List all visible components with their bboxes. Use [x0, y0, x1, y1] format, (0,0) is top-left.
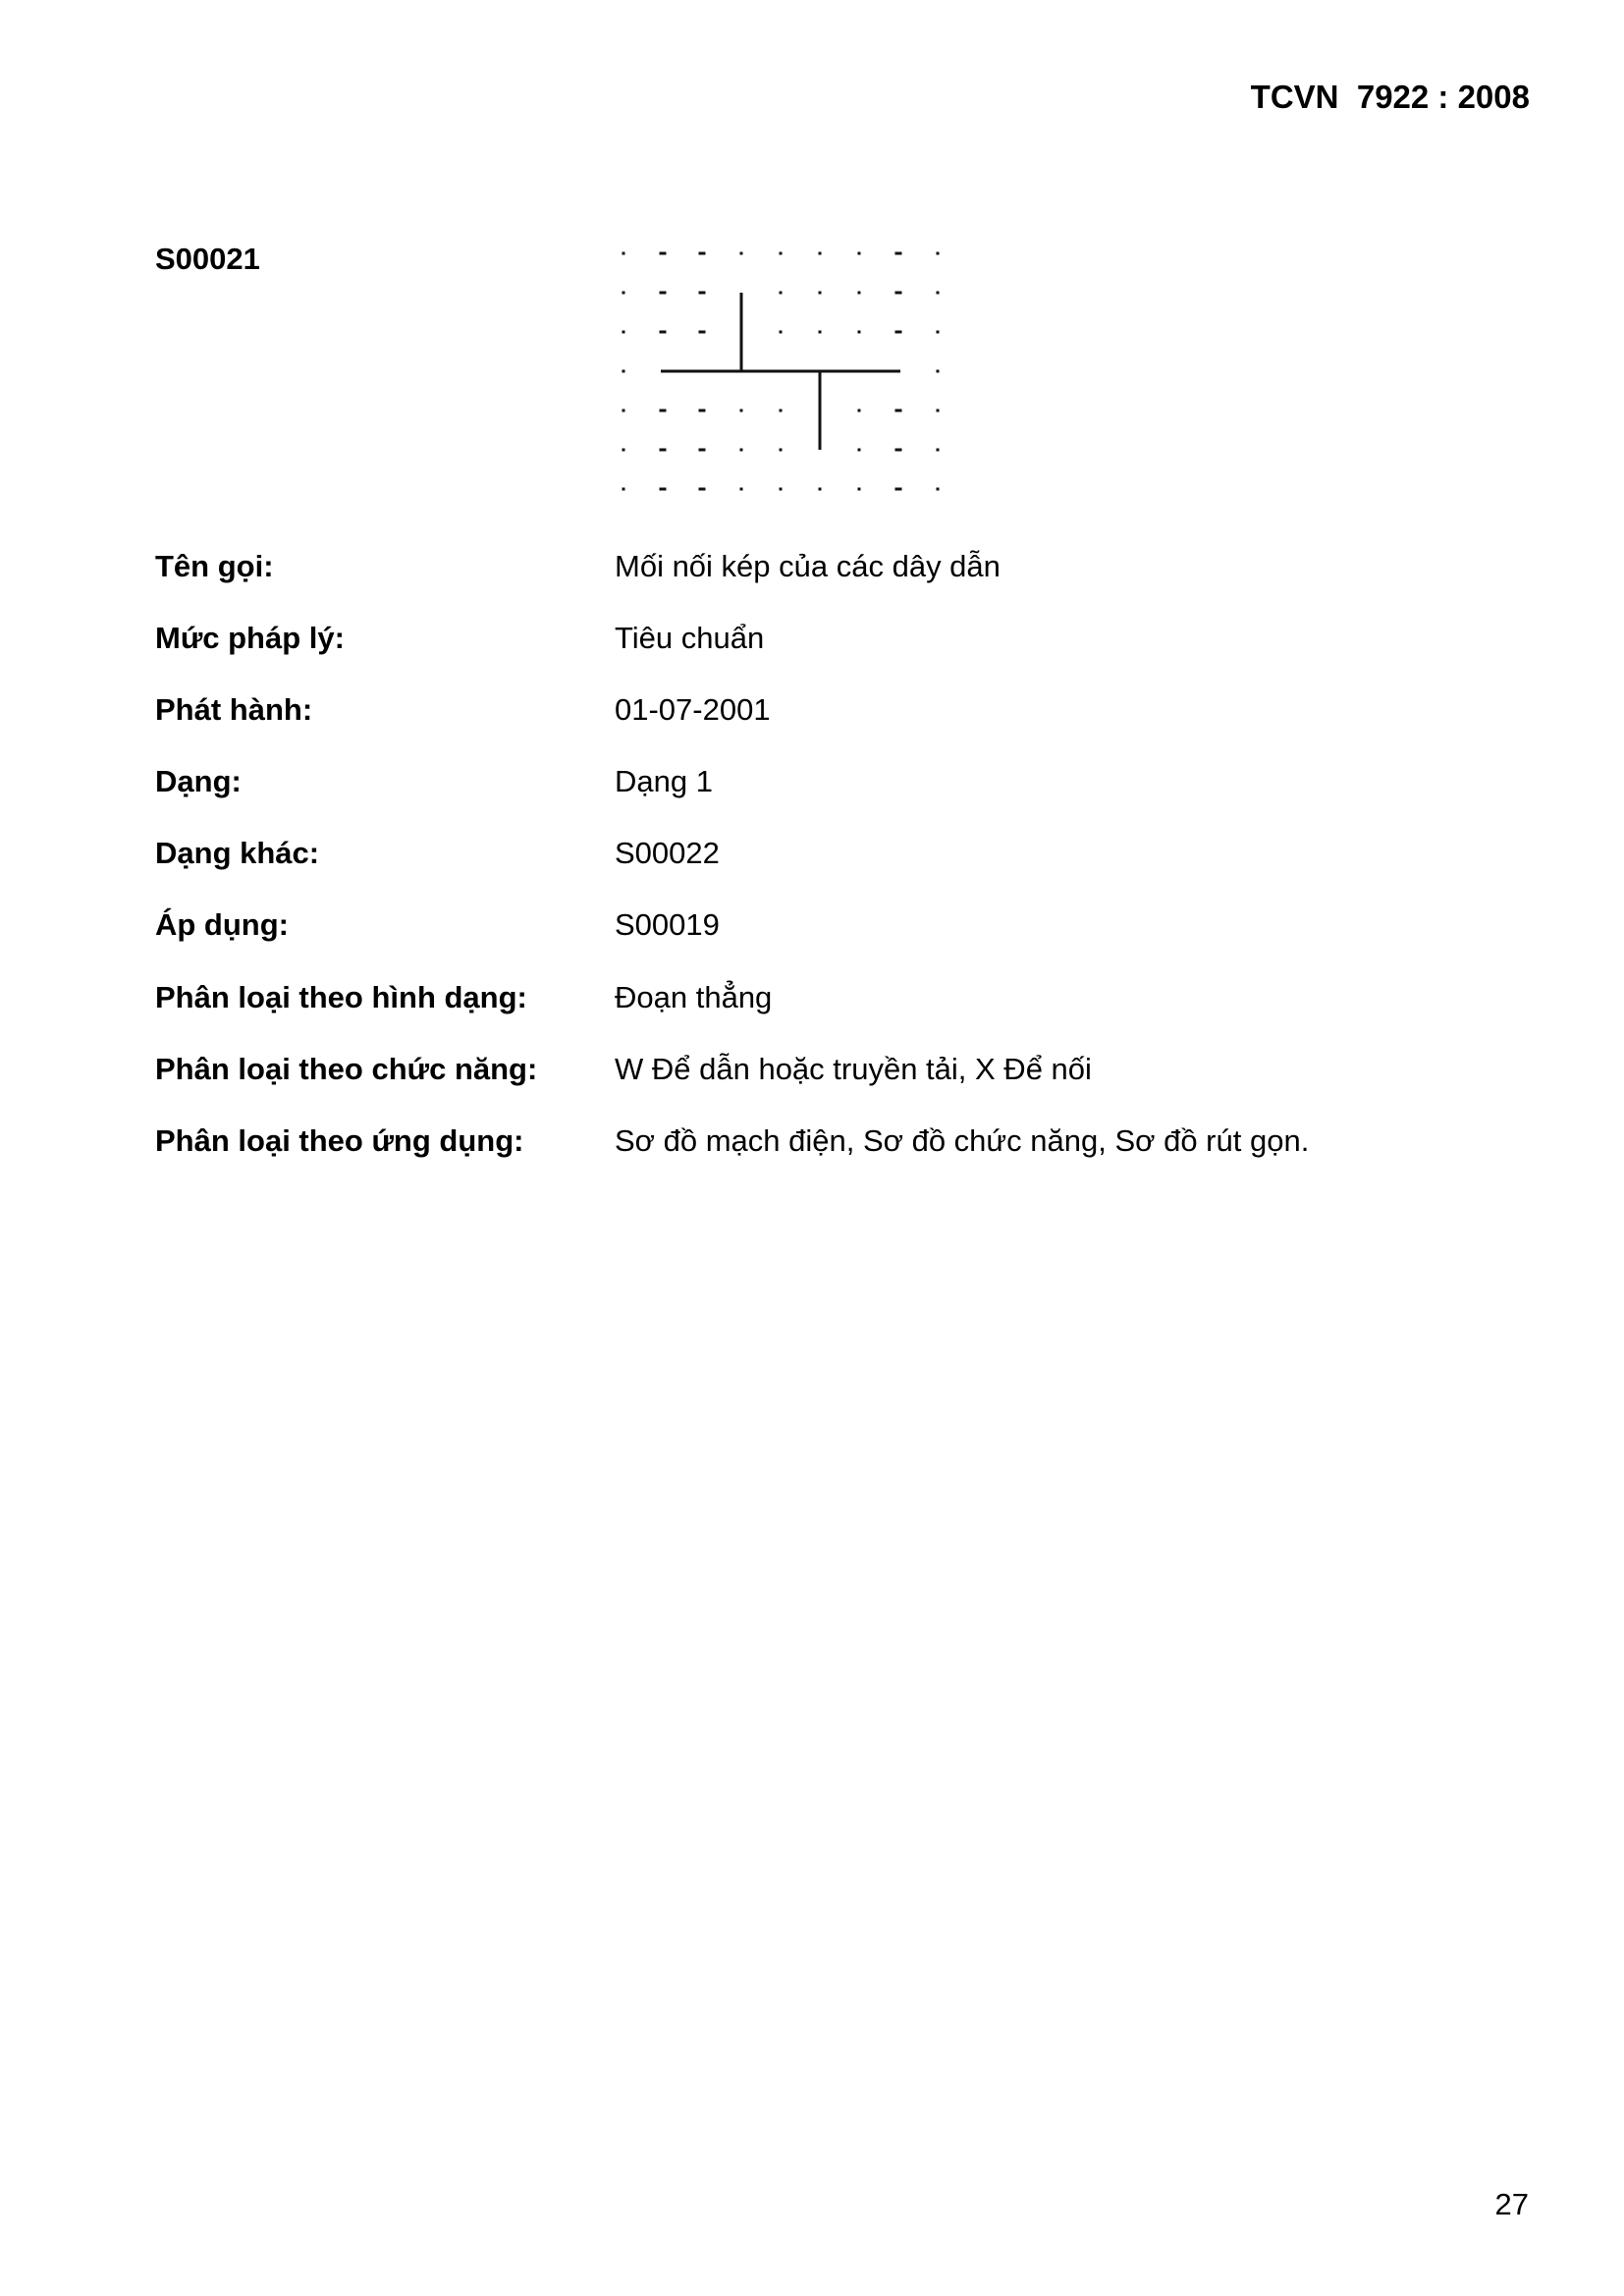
standard-number-header: TCVN 7922 : 2008: [1250, 79, 1530, 115]
detail-row: [155, 622, 1530, 693]
page-number: 27: [1494, 2187, 1529, 2221]
detail-row: [155, 765, 1530, 837]
detail-label: Tên gọi:: [155, 549, 274, 583]
detail-value: Tiêu chuẩn: [615, 621, 765, 656]
detail-value: Dạng 1: [615, 764, 713, 799]
detail-label: Phân loại theo ứng dụng:: [155, 1122, 524, 1158]
detail-label: Phân loại theo chức năng:: [155, 1051, 538, 1086]
detail-value: W Để dẫn hoặc truyền tải, X Để nối: [615, 1051, 1092, 1086]
detail-row: [155, 1124, 1530, 1196]
detail-row: [155, 908, 1530, 980]
detail-value: Mối nối kép của các dây dẫn: [615, 549, 1001, 583]
detail-label: Dạng:: [155, 764, 242, 799]
detail-value: S00022: [615, 836, 720, 871]
detail-row: [155, 550, 1530, 622]
details-table: [155, 550, 1530, 1196]
detail-row: [155, 693, 1530, 765]
detail-label: Áp dụng:: [155, 907, 290, 943]
detail-value: Sơ đồ mạch điện, Sơ đồ chức năng, Sơ đồ rút gọn.: [615, 1122, 1310, 1158]
detail-label: Phát hành:: [155, 692, 313, 728]
detail-row: [155, 981, 1530, 1053]
detail-label: Mức pháp lý:: [155, 621, 345, 656]
detail-row: [155, 1053, 1530, 1124]
detail-value: 01-07-2001: [615, 692, 771, 728]
detail-value: Đoạn thẳng: [615, 979, 773, 1014]
detail-label: Phân loại theo hình dạng:: [155, 979, 527, 1014]
symbol-id: S00021: [155, 242, 260, 276]
detail-label: Dạng khác:: [155, 836, 320, 871]
detail-value: S00019: [615, 907, 720, 943]
detail-row: [155, 837, 1530, 908]
symbol-diagram: [608, 242, 953, 501]
